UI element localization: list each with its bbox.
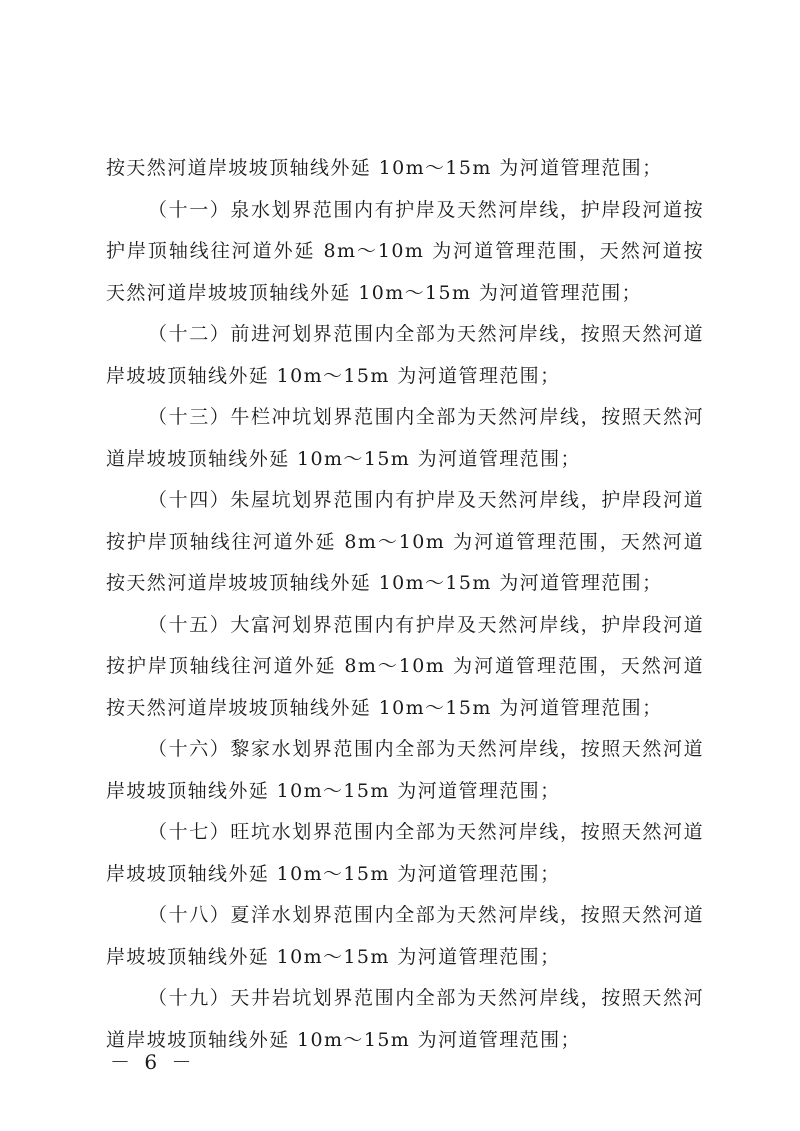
paragraph-item-18: （十八）夏洋水划界范围内全部为天然河岸线，按照天然河道岸坡坡顶轴线外延 10m～15m 为河道管理范围；: [106, 904, 704, 968]
paragraph-item-11: （十一）泉水划界范围内有护岸及天然河岸线，护岸段河道按护岸顶轴线往河道外延 8m～10m 为河道管理范围，天然河道按天然河道岸坡坡顶轴线外延 10m～15m 为河道管理范围；: [106, 198, 704, 304]
paragraph-item-15: （十五）大富河划界范围内有护岸及天然河岸线，护岸段河道按护岸顶轴线往河道外延 8m～10m 为河道管理范围，天然河道按天然河道岸坡坡顶轴线外延 10m～15m 为河道管理范围；: [106, 613, 704, 719]
paragraph-item-13: （十三）牛栏冲坑划界范围内全部为天然河岸线，按照天然河道岸坡坡顶轴线外延 10m～15m 为河道管理范围；: [106, 406, 704, 470]
paragraph-item-19: （十九）天井岩坑划界范围内全部为天然河岸线，按照天然河道岸坡坡顶轴线外延 10m～15m 为河道管理范围；: [106, 987, 704, 1051]
paragraph-item-16: （十六）黎家水划界范围内全部为天然河岸线，按照天然河道岸坡坡顶轴线外延 10m～15m 为河道管理范围；: [106, 738, 704, 802]
paragraph-item-14: （十四）朱屋坑划界范围内有护岸及天然河岸线，护岸段河道按护岸顶轴线往河道外延 8m～10m 为河道管理范围，天然河道按天然河道岸坡坡顶轴线外延 10m～15m 为河道管理范围；: [106, 489, 704, 594]
paragraph-item-12: （十二）前进河划界范围内全部为天然河岸线，按照天然河道岸坡坡顶轴线外延 10m～15m 为河道管理范围；: [106, 323, 704, 387]
document-body: [106, 148, 704, 1061]
paragraph-continuation: 按天然河道岸坡坡顶轴线外延 10m～15m 为河道管理范围；: [106, 157, 663, 179]
page-number: － 6 －: [110, 1050, 196, 1074]
paragraph-item-17: （十七）旺坑水划界范围内全部为天然河岸线，按照天然河道岸坡坡顶轴线外延 10m～15m 为河道管理范围；: [106, 821, 704, 885]
